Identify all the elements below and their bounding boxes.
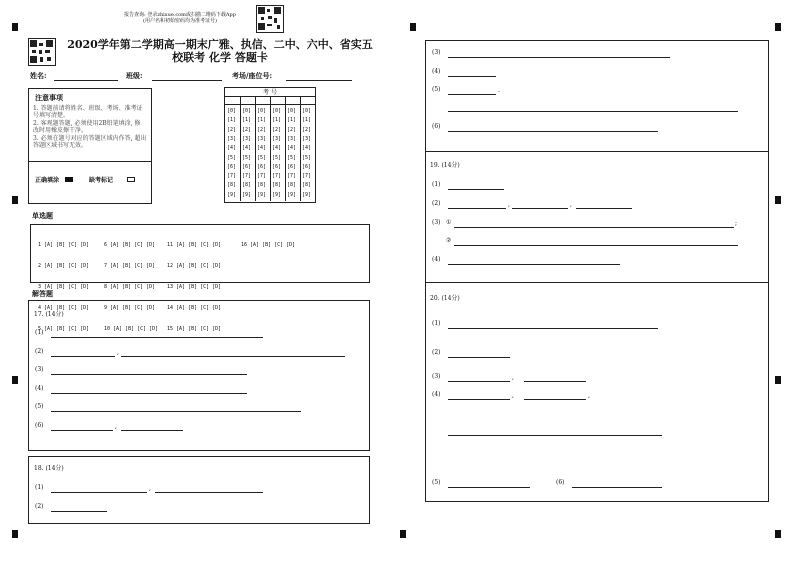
report-notice-line2: (用户名和初始密码均为准考证号) <box>143 18 217 24</box>
answer-line[interactable] <box>51 374 247 375</box>
timing-mark <box>410 23 416 31</box>
part-label: (3) <box>432 373 441 380</box>
notes-line: 答题区域书写无效。 <box>33 142 88 149</box>
exam-digit-bubble[interactable]: [6] <box>302 163 312 170</box>
exam-digit-bubble[interactable]: [0] <box>242 108 252 114</box>
exam-digit-bubble[interactable]: [1] <box>242 117 252 124</box>
mc-question[interactable]: 6 [A] [B] [C] [D] <box>104 242 156 248</box>
part-label: (4) <box>432 391 441 398</box>
missing-mark-label: 缺考标记 <box>89 177 114 184</box>
q18-continued-box <box>425 40 769 152</box>
exam-digit-bubble[interactable]: [8] <box>257 182 267 189</box>
answer-line[interactable] <box>448 399 510 400</box>
mc-question[interactable]: 11 [A] [B] [C] [D] <box>167 242 222 248</box>
exam-digit-bubble[interactable]: [3] <box>242 135 252 142</box>
mc-question[interactable]: 5 [A] [B] [C] [D] <box>38 326 90 332</box>
exam-digit-bubble[interactable]: [9] <box>287 191 297 198</box>
answer-line[interactable] <box>155 492 263 493</box>
exam-digit-bubble[interactable]: [2] <box>272 126 282 133</box>
title-line1: 2020学年第二学期高一期末广雅、执信、二中、六中、省实五 <box>67 38 373 51</box>
exam-digit-bubble[interactable]: [8] <box>287 182 297 189</box>
timing-mark <box>12 530 18 538</box>
timing-mark <box>775 196 781 204</box>
exam-digit-bubble[interactable]: [3] <box>302 135 312 142</box>
exam-digit-bubble[interactable]: [7] <box>287 173 297 180</box>
name-label: 姓名: <box>30 71 47 80</box>
part-label: (1) <box>35 484 44 491</box>
title-line2: 校联考 化学 答题卡 <box>172 51 268 64</box>
mc-column-4 <box>241 230 295 260</box>
mc-question[interactable]: 7 [A] [B] [C] [D] <box>104 263 156 269</box>
exam-digit-bubble[interactable]: [4] <box>227 145 237 152</box>
exam-digit-bubble[interactable]: [8] <box>302 182 312 189</box>
part-label: (6) <box>556 479 565 486</box>
answer-line[interactable] <box>121 430 183 431</box>
part-label: (5) <box>35 403 44 410</box>
part-label: (4) <box>432 256 441 263</box>
exam-digit-bubble[interactable]: [1] <box>227 117 237 124</box>
answer-line[interactable] <box>448 131 658 132</box>
qr-code-icon <box>256 5 284 33</box>
exam-digit-bubble[interactable]: [7] <box>257 173 267 180</box>
exam-digit-bubble[interactable]: [7] <box>272 173 282 180</box>
exam-digit-bubble[interactable]: [4] <box>272 145 282 152</box>
answer-line[interactable] <box>454 245 738 246</box>
correct-fill-sample <box>65 177 73 182</box>
comma: , <box>115 423 117 430</box>
exam-digit-bubble[interactable]: [0] <box>272 108 282 114</box>
answer-line[interactable] <box>51 492 147 493</box>
answer-line[interactable] <box>524 381 586 382</box>
part-label: (1) <box>35 329 44 336</box>
exam-digit-bubble[interactable]: [1] <box>287 117 297 124</box>
exam-digit-bubble[interactable]: [0] <box>287 108 297 114</box>
answer-line[interactable] <box>51 430 113 431</box>
answer-line[interactable] <box>51 337 263 338</box>
q20-box <box>425 282 769 502</box>
answer-line[interactable] <box>572 487 662 488</box>
page-title <box>60 38 380 64</box>
part-label: (4) <box>432 68 441 75</box>
exam-digit-bubble[interactable]: [1] <box>257 117 267 124</box>
answer-line[interactable] <box>576 208 632 209</box>
semicolon: ; <box>735 220 738 227</box>
exam-digit-bubble[interactable]: [0] <box>257 108 267 114</box>
notes-line: 1. 答题前请将姓名、班级、考场、准考证 <box>33 105 143 112</box>
part-label: (6) <box>432 123 441 130</box>
report-notice-line1: 报告查询: 登录zhixue.com或扫描二维码下载App <box>124 12 236 18</box>
exam-digit-bubble[interactable]: [9] <box>272 191 282 198</box>
exam-digit-bubble[interactable]: [6] <box>257 163 267 170</box>
answer-line[interactable] <box>448 94 496 95</box>
exam-digit-bubble[interactable]: [4] <box>257 145 267 152</box>
q18-title: 18. (14分) <box>34 465 64 472</box>
exam-digit-bubble[interactable]: [2] <box>227 126 237 133</box>
mc-question[interactable]: 1 [A] [B] [C] [D] <box>38 242 90 248</box>
q17-title: 17. (14分) <box>34 311 64 318</box>
exam-digit-bubble[interactable]: [4] <box>242 145 252 152</box>
timing-mark <box>12 376 18 384</box>
exam-digit-bubble[interactable]: [0] <box>302 108 312 114</box>
exam-digit-bubble[interactable]: [5] <box>287 154 297 161</box>
part-label: (6) <box>35 422 44 429</box>
comma: , <box>570 201 572 208</box>
part-label: (5) <box>432 86 441 93</box>
exam-digit-bubble[interactable]: [8] <box>227 182 237 189</box>
timing-mark <box>400 530 406 538</box>
part-label: (4) <box>35 385 44 392</box>
seat-label: 考场/座位号: <box>232 71 273 80</box>
notes-line: 改时用橡皮擦干净。 <box>33 127 88 134</box>
q18-box <box>28 456 370 524</box>
comma: , <box>512 392 514 399</box>
mc-question[interactable]: 8 [A] [B] [C] [D] <box>104 284 156 290</box>
q17-box <box>28 300 370 451</box>
answer-line[interactable] <box>448 435 662 436</box>
answer-line[interactable] <box>51 393 247 394</box>
timing-mark <box>12 196 18 204</box>
exam-digit-bubble[interactable]: [9] <box>242 191 252 198</box>
class-field[interactable] <box>152 80 222 81</box>
mc-heading: 单选题 <box>32 211 53 220</box>
comma: , <box>117 349 119 356</box>
mc-question[interactable]: 4 [A] [B] [C] [D] <box>38 305 90 311</box>
notes-box <box>28 88 152 204</box>
q19-box <box>425 151 769 283</box>
timing-mark <box>12 23 18 31</box>
exam-digit-bubble[interactable]: [0] <box>227 108 237 114</box>
report-notice <box>110 12 250 24</box>
mc-question[interactable]: 3 [A] [B] [C] [D] <box>38 284 90 290</box>
exam-digit-bubble[interactable]: [6] <box>287 163 297 170</box>
circled-one: ① <box>446 219 452 226</box>
mc-question[interactable]: 13 [A] [B] [C] [D] <box>167 284 222 290</box>
part-label: (2) <box>432 349 441 356</box>
exam-digit-bubble[interactable]: [2] <box>287 126 297 133</box>
part-label: (3) <box>35 366 44 373</box>
mc-question[interactable]: 2 [A] [B] [C] [D] <box>38 263 90 269</box>
exam-digit-bubble[interactable]: [4] <box>287 145 297 152</box>
seat-field[interactable] <box>286 80 352 81</box>
answer-line[interactable] <box>121 356 345 357</box>
exam-digit-bubble[interactable]: [5] <box>302 154 312 161</box>
comma: , <box>512 374 514 381</box>
notes-line: 3. 必须在题号对应的答题区域内作答, 超出 <box>33 135 147 142</box>
exam-digit-bubble[interactable]: [3] <box>257 135 267 142</box>
timing-mark <box>775 23 781 31</box>
notes-heading: 注意事项 <box>35 93 63 102</box>
comma: , <box>149 485 151 492</box>
exam-digit-bubble[interactable]: [2] <box>257 126 267 133</box>
exam-digit-bubble[interactable]: [7] <box>242 173 252 180</box>
exam-digit-bubble[interactable]: [3] <box>227 135 237 142</box>
notes-line: 号填写清楚。 <box>33 112 70 119</box>
answer-line[interactable] <box>448 487 530 488</box>
answer-line[interactable] <box>448 264 620 265</box>
exam-digit-bubble[interactable]: [9] <box>227 191 237 198</box>
answer-line[interactable] <box>448 381 510 382</box>
mc-question[interactable]: 15 [A] [B] [C] [D] <box>167 326 222 332</box>
exam-digit-bubble[interactable]: [6] <box>242 163 252 170</box>
q19-title: 19. (14分) <box>430 162 460 169</box>
comma: , <box>508 201 510 208</box>
exam-digit-bubble[interactable]: [6] <box>227 163 237 170</box>
exam-digit-bubble[interactable]: [1] <box>302 117 312 124</box>
answer-line[interactable] <box>51 411 301 412</box>
answer-line[interactable] <box>448 111 738 112</box>
q20-title: 20. (14分) <box>430 295 460 302</box>
class-label: 班级: <box>126 71 143 80</box>
mc-question[interactable]: 14 [A] [B] [C] [D] <box>167 305 222 311</box>
exam-digit-bubble[interactable]: [2] <box>302 126 312 133</box>
timing-mark <box>775 376 781 384</box>
part-label: (1) <box>432 181 441 188</box>
answer-line[interactable] <box>448 76 496 77</box>
notes-line: 2. 客观题答题, 必须使用2B铅笔填涂, 修 <box>33 120 141 127</box>
exam-digit-bubble[interactable]: [4] <box>302 145 312 152</box>
mc-question[interactable]: 12 [A] [B] [C] [D] <box>167 263 222 269</box>
answer-line[interactable] <box>512 208 568 209</box>
exam-digit-bubble[interactable]: [7] <box>227 173 237 180</box>
part-label: (5) <box>432 479 441 486</box>
exam-digit-bubble[interactable]: [5] <box>227 154 237 161</box>
exam-digit-bubble[interactable]: [5] <box>242 154 252 161</box>
circled-two: ② <box>446 237 452 244</box>
answer-line[interactable] <box>448 328 658 329</box>
exam-digit-bubble[interactable]: [5] <box>272 154 282 161</box>
qr-code-icon <box>28 38 56 66</box>
answer-line[interactable] <box>448 357 510 358</box>
part-label: (3) <box>432 219 441 226</box>
exam-digit-bubble[interactable]: [3] <box>272 135 282 142</box>
answer-line[interactable] <box>524 399 586 400</box>
period: . <box>498 87 500 94</box>
exam-digit-bubble[interactable]: [8] <box>242 182 252 189</box>
missing-mark-checkbox[interactable] <box>127 177 135 182</box>
exam-digit-bubble[interactable]: [8] <box>272 182 282 189</box>
correct-fill-label: 正确填涂 <box>35 177 60 184</box>
mc-question[interactable]: 16 [A] [B] [C] [D] <box>241 242 296 248</box>
answer-line[interactable] <box>448 189 504 190</box>
exam-digit-bubble[interactable]: [1] <box>272 117 282 124</box>
answer-line[interactable] <box>448 57 670 58</box>
part-label: (2) <box>35 348 44 355</box>
mc-question[interactable]: 9 [A] [B] [C] [D] <box>104 305 156 311</box>
comma: , <box>588 392 590 399</box>
answer-line[interactable] <box>448 208 506 209</box>
exam-digit-bubble[interactable]: [9] <box>257 191 267 198</box>
part-label: (3) <box>432 49 441 56</box>
part-label: (1) <box>432 320 441 327</box>
name-field[interactable] <box>54 80 118 81</box>
exam-digit-bubble[interactable]: [2] <box>242 126 252 133</box>
exam-digit-bubble[interactable]: [5] <box>257 154 267 161</box>
mc-question[interactable]: 10 [A] [B] [C] [D] <box>104 326 159 332</box>
answer-line[interactable] <box>454 227 734 228</box>
exam-digit-bubble[interactable]: [9] <box>302 191 312 198</box>
exam-digit-bubble[interactable]: [6] <box>272 163 282 170</box>
exam-digit-bubble[interactable]: [7] <box>302 173 312 180</box>
exam-number-grid <box>224 87 316 203</box>
exam-number-label: 考 号 <box>263 89 277 96</box>
part-label: (2) <box>35 503 44 510</box>
timing-mark <box>775 530 781 538</box>
exam-digit-bubble[interactable]: [3] <box>287 135 297 142</box>
answers-heading: 解答题 <box>32 289 53 298</box>
part-label: (2) <box>432 200 441 207</box>
answer-line[interactable] <box>51 511 107 512</box>
answer-line[interactable] <box>51 356 115 357</box>
